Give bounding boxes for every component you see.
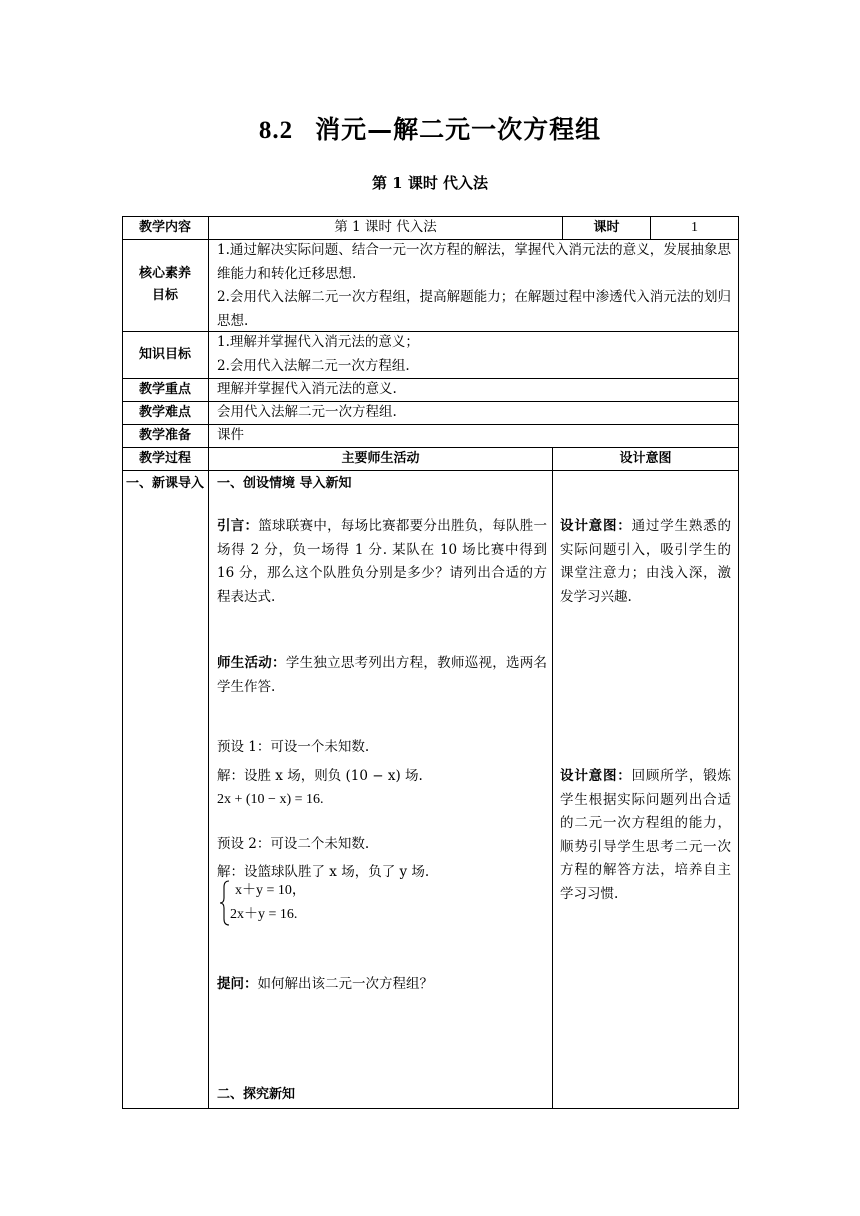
key-point-label: 教学重点 (138, 382, 191, 397)
core-label (122, 263, 208, 307)
intro-text: 篮球联赛中，每场比赛都要分出胜负，每队胜一场得 2 分，负一场得 1 分. 某队在 10 场比赛中得到 16 分，那么这个队胜负分别是多少？请列出合适的方程表达式. (217, 518, 548, 605)
content-label: 教学内容 (138, 220, 191, 235)
prep-value: 课件 (217, 427, 244, 443)
activity-header: 主要师生活动 (341, 451, 420, 466)
difficulty-value: 会用代入法解二元一次方程组. (217, 404, 397, 420)
hours-label: 课时 (593, 220, 620, 235)
core-label-line2: 目标 (151, 288, 178, 303)
design-label-2: 设计意图： (560, 768, 632, 784)
section2-title: 二、探究新知 (217, 1087, 296, 1102)
activity-paragraph (217, 652, 547, 699)
stage-label: 一、新课导入 (126, 476, 205, 491)
preset-1: 预设 1：可设一个未知数. (217, 739, 370, 755)
design-intent-2 (560, 765, 731, 906)
equation-1: 2x + (10 − x) = 16. (217, 792, 324, 807)
activity-label: 师生活动： (217, 655, 286, 671)
hours-value: 1 (691, 220, 698, 235)
solution-1: 解：设胜 x 场，则负 (10 − x) 场. (217, 768, 423, 784)
question-paragraph (217, 973, 547, 995)
design-intent-1 (560, 515, 731, 609)
question-label: 提问： (217, 976, 258, 992)
knowledge-label: 知识目标 (138, 347, 191, 362)
solution-2: 解：设篮球队胜了 x 场，负了 y 场. (217, 864, 430, 880)
design-text-2: 回顾所学，锻炼学生根据实际问题列出合适的二元一次方程组的能力，顺势引导学生思考二元一次方程的解答方法，培养自主学习习惯. (560, 768, 732, 902)
design-label-1: 设计意图： (560, 518, 632, 534)
section1-title: 一、创设情境 导入新知 (217, 476, 352, 491)
process-header: 教学过程 (138, 451, 191, 466)
system-equation-1: x＋y = 10， (235, 883, 306, 898)
core-label-line1: 核心素养 (138, 266, 191, 281)
knowledge-goals (217, 331, 731, 378)
intro-label: 引言： (217, 518, 259, 534)
question-text: 如何解出该二元一次方程组？ (257, 976, 433, 992)
knowledge-goal-1: 1.理解并掌握代入消元法的意义； (217, 334, 419, 350)
core-goal-2: 2.会用代入法解二元一次方程组，提高解题能力；在解题过程中渗透代入消元法的划归思想. (217, 289, 731, 329)
prep-label: 教学准备 (138, 428, 191, 443)
intro-paragraph (217, 515, 547, 609)
knowledge-goal-2: 2.会用代入法解二元一次方程组. (217, 357, 410, 374)
key-point-value: 理解并掌握代入消元法的意义. (217, 381, 397, 397)
design-text-1: 通过学生熟悉的实际问题引入，吸引学生的课堂注意力；由浅入深，激发学习兴趣. (560, 518, 732, 605)
lesson-plan-table (122, 216, 739, 1109)
difficulty-label: 教学难点 (138, 405, 191, 420)
core-goals (217, 239, 731, 333)
system-equation-2: 2x＋y = 16. (230, 907, 298, 922)
core-goal-1: 1.通过解决实际问题、结合一元一次方程的解法，掌握代入消元法的意义，发展抽象思维能力和转化迁移思想. (217, 242, 731, 282)
section-number: 8.2 (258, 117, 294, 144)
lesson-title: 消元—解二元一次方程组 (315, 115, 602, 144)
preset-2: 预设 2：可设二个未知数. (217, 836, 370, 852)
content-value: 第 1 课时 代入法 (334, 219, 437, 235)
page-title (0, 110, 860, 146)
design-header: 设计意图 (619, 451, 672, 466)
page-subtitle: 第 1 课时 代入法 (371, 174, 489, 192)
activity-text: 学生独立思考列出方程，教师巡视，选两名学生作答. (217, 655, 548, 695)
